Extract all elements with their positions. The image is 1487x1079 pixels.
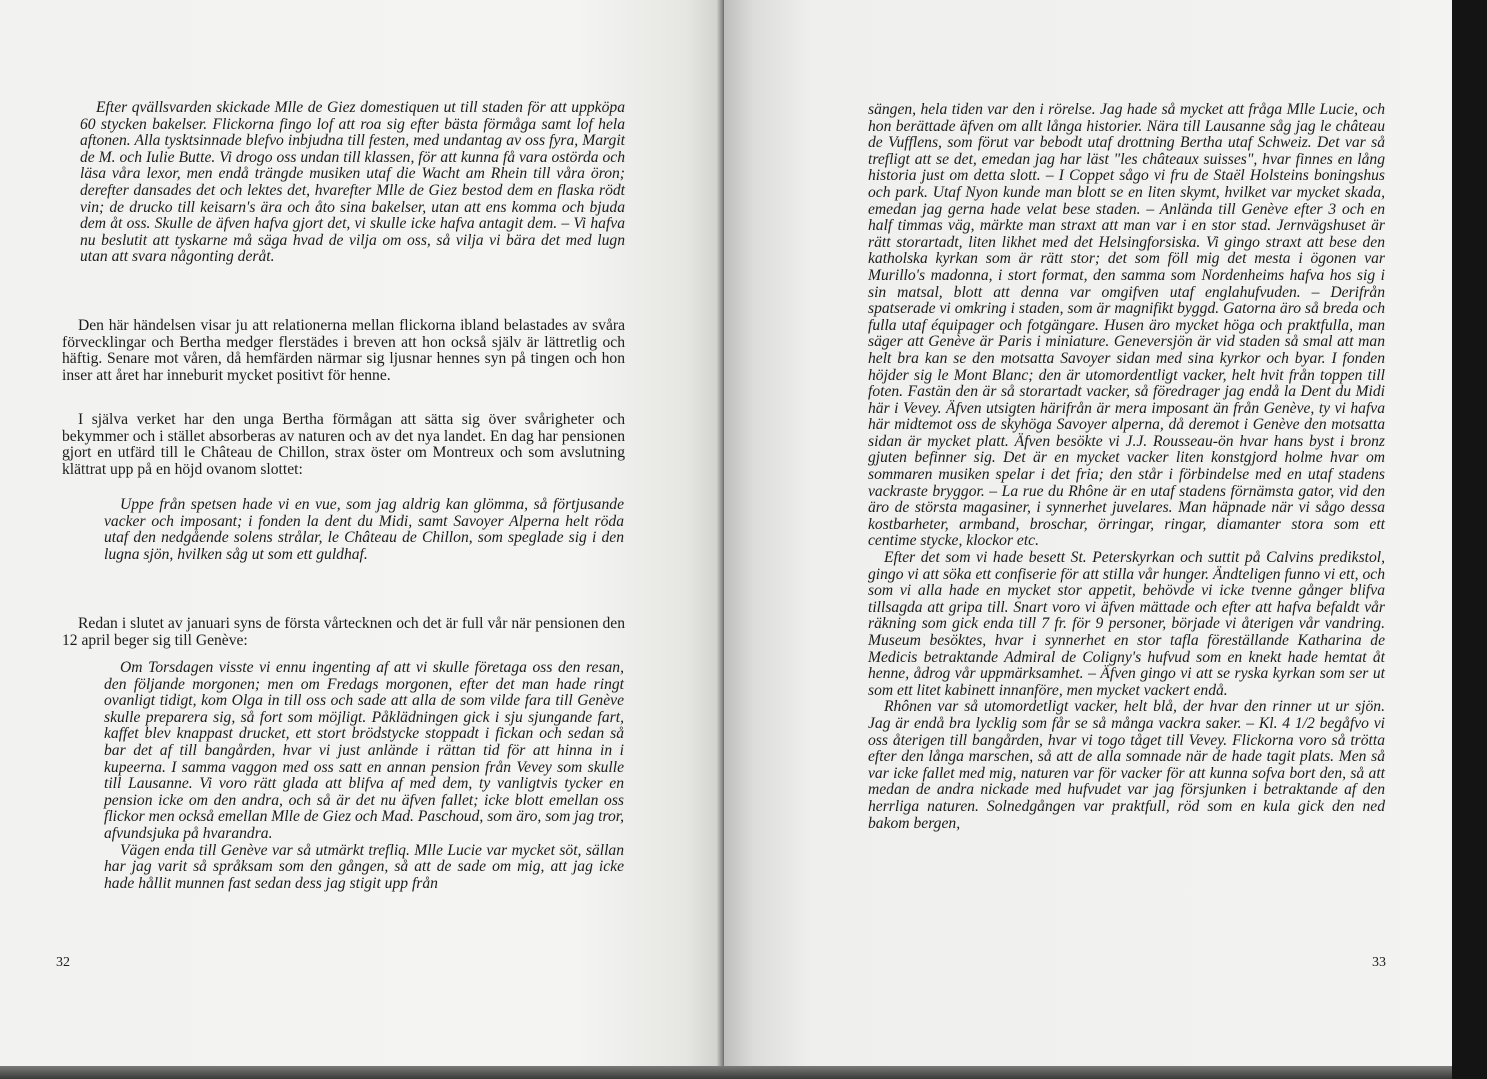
scan-background [1452,0,1487,1079]
page-number-left: 32 [56,955,70,970]
quote-paragraph: Uppe från spetsen hade vi en vue, som jag aldrig kan glömma, så förtjusande vacker och imposant; i fonden la dent du Midi, samt Savoyer Alperna helt röda utaf den nedgående solens strålar, le Château de Chillon, som speglade sig i den lugna sjön, hvilken såg ut som ett guldhaf. [104,496,624,563]
quote-paragraph: sängen, hela tiden var den i rörelse. Jag hade så mycket att fråga Mlle Lucie, och hon berättade äfven om allt långa historier. Nära till Lausanne såg jag le château de Vufflens, som förut var bebodt utaf drottning Bertha utaf Schweiz. Det var så trefligt att se det, emedan jag har läst "les châteaux suisses", hvar finnes en lång historia just om detta slott. – I Coppet sågo vi fru de Staël Holsteins boningshus och park. Utaf Nyon kunde man blott se en liten skymt, hvilket var mycket skada, emedan jag gerna hade velat bese staden. – Anlända till Genève efter 3 och en half timmas väg, märkte man straxt att man var i en stor stad. Jernvägshuset är rätt storartadt, liten likhet med det Helsingforsiska. Vi gingo straxt att bese den katholska kyrkan som är rätt stor; det som föll mig det mesta i ögonen var Murillo's madonna, i stort format, den samma som Nordenheims hafva hos sig i sin matsal, blott att denna var omgifven utaf englahufvuden. – Derifrån spatserade vi omkring i staden, som är magnifikt byggd. Gatorna äro så breda och fulla utaf équipager och fotgängare. Husen äro mycket höga och praktfulla, man säger att Genève är Paris i miniature. Geneversjön är vid staden så smal att man helt bra kan se den motsatta Savoyer sidan med sina kyrkor och byar. I fonden höjder sig le Mont Blanc; den är utomordentligt vacker, helt hvit från toppen till foten. Fastän den är så storartadt vacker, så föredrager jag endå la Dent du Midi här i Vevey. Äfven utsigten härifrån är mera imposant än från Genève, ty vi hafva här midtemot oss de skyhöga Savoyer alperna, då deremot i Genève den motsatta sidan är mycket platt. Äfven besökte vi J.J. Rousseau-ön hvar hans byst i bronz gjuten befinner sig. Det är en mycket vacker liten konstgjord holme hvar om sommaren musiken spelar i det fria; den står i förbindelse med en utaf stadens vackraste bryggor. – La rue du Rhône är en utaf stadens förnämsta gator, vid den äro de största magasiner, i synnerhet juvelares. Man häpnade när vi sågo dessa kostbarheter, armband, broschar, örringar, ringar, diamanter stora som ett centime stycke, klockor etc. [868,101,1385,550]
letter-continuation [868,102,1385,832]
paragraph-text: I själva verket har den unga Bertha förmågan att sätta sig över svårigheter och bekymmer och i stället absorberas av naturen och av det nya landet. En dag har pensionen gjort en utfärd till le Château de Chillon, strax öster om Montreux och som avslutning klättrat upp på en höjd ovanom slottet: [62,411,625,478]
quote-paragraph: Vägen enda till Genève var så utmärkt trefliq. Mlle Lucie var mycket söt, sällan har jag varit så språksam som den gången, så att de sade om mig, att jag icke hade hållit munnen fast sedan dess jag stigit upp från [104,841,624,892]
quote-paragraph: Om Torsdagen visste vi ennu ingenting af att vi skulle företaga oss den resan, den följande morgonen; men om Fredags morgonen, efter det man hade ringt ovanligt tidigt, kom Olga in till oss och sade att alla de som vilde fara till Genève skulle preparera sig, så fort som möjligt. Påklädningen gick i sju sjungande fart, kaffet blev knappast drucket, ett stort brödstycke stoppadt i fickan och sedan så bar det af till bangården, hvar vi just anlände i rättan tid för att hinna in i kupeerna. I samma vaggon med oss satt en annan pension från Vevey som skulle till Lausanne. Vi voro rätt glada att blifva af med dem, ty vanligtvis tycker en pension icke om den andra, och så är det nu äfven fallet; icke blott emellan oss flickor men också emellan Mlle de Giez och Mad. Paschoud, som äro, som jag tror, afvundsjuka på hvarandra. [104,659,624,842]
letter-quote-3 [104,660,624,892]
body-paragraph-1 [62,318,625,384]
quote-paragraph: Rhônen var så utomordetligt vacker, helt blå, der hvar den rinner ut ur sjön. Jag är endå bra lycklig som får se så många vackra saker. – Kl. 4 1/2 begåfvo vi oss återigen till bangården, hvar vi togo tåget till Vevey. Flickorna voro så trötta efter den långa marschen, så att de alla somnade när de hade tagit plats. Men så var icke fallet med mig, naturen var för vacker för att kunna sofva bort den, så att medan de andra nickade med hufvudet var jag försjunken i betraktande af den herrliga naturen. Solnedgången var praktfull, röd som en kula gick den ned bakom bergen, [868,698,1385,832]
page-number-right: 33 [1372,955,1386,970]
left-page [0,0,722,1068]
quote-paragraph: Efter det som vi hade besett St. Peterskyrkan och suttit på Calvins predikstol, gingo vi att söka ett confiserie för att stilla vår hunger. Ändteligen funno vi ett, och som vi alla hade en mycket stor appetit, behövde vi icke tvenne gånger blifva tillsagda att gripa till. Snart voro vi äfven mättade och efter att hafva befaldt vår räkning som gick enda till 7 fr. för 9 personer, började vi återigen vår vandring. Museum besöktes, hvar i synnerhet en stor tafla föreställande Katharina de Medicis betraktande Admiral de Coligny's hufvud som en knekt hade hemtat åt henne, ådrog vår uppmärksamhet. – Äfven gingo vi att se ryska kyrkan som ser ut som ett litet kabinett innanföre, men mycket vackert endå. [868,549,1385,699]
quote-paragraph: Efter qvällsvarden skickade Mlle de Giez domestiquen ut till staden för att uppköpa 60 stycken bakelser. Flickorna fingo lof att roa sig efter bästa förmåga samt lof hela aftonen. Alla tysktsinnade blefvo inbjudna till festen, med undantag av oss fyra, Margit de M. och Iulie Butte. Vi drogo oss undan till klassen, för att kunna få vara ostörda och läsa våra lexor, men endå trängde musiken utaf die Wacht am Rhein till våra öron; derefter dansades det och lektes det, hvarefter Mlle de Giez bestod dem en flaska rödt vin; de drucko till keisarn's ära och åto sina bakelser, utan att ens komma och bjuda dem åt oss. Skulle de äfven hafva gjort det, vi skulle icke hafva antagit dem. – Vi hafva nu beslutit att tyskarne må säga hvad de vilja om oss, så vilja vi bära det med lugn utan att svara någonting deråt. [80,99,625,266]
page-bottom-edge [0,1066,1452,1079]
letter-quote-2 [104,497,624,563]
letter-quote-1 [80,100,625,266]
body-paragraph-3 [62,616,625,649]
paragraph-text: Den här händelsen visar ju att relationerna mellan flickorna ibland belastades av svåra förvecklingar och Bertha medger flerstädes i breven att hon också själv är lättretlig och häftig. Senare mot våren, då hemfärden närmar sig ljusnar hennes syn på tingen och hon inser att året har inneburit mycket positivt för henne. [62,317,625,384]
body-paragraph-2 [62,412,625,478]
paragraph-text: Redan i slutet av januari syns de första vårtecknen och det är full vår när pensionen den 12 april beger sig till Genève: [62,615,625,649]
